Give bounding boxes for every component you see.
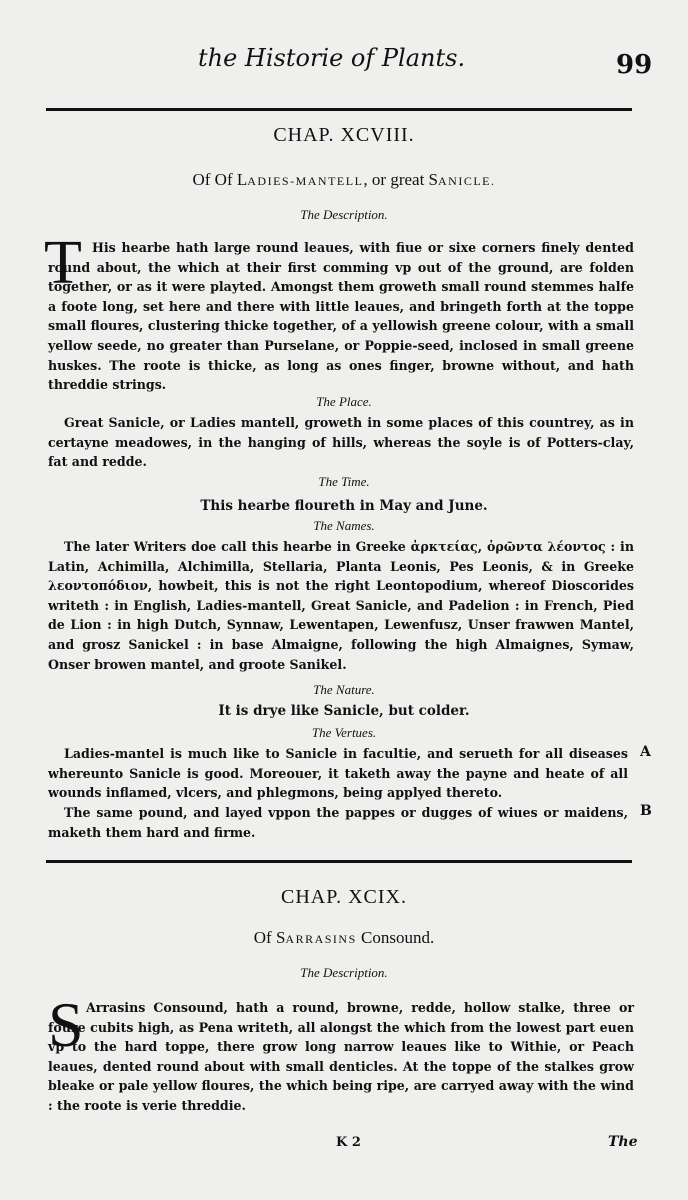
- section-heading-description: The Description.: [300, 207, 388, 222]
- vertues-paragraph-b: The same pound, and layed vppon the pappes or dugges of wiues or maidens, maketh them hard and firme.: [48, 805, 628, 840]
- section-heading-time: The Time.: [318, 474, 370, 489]
- vertues-paragraph-a: Ladies-mantel is much like to Sanicle in facultie, and serueth for all diseases whereunto Sanicle is good. Moreouer, it taketh away the payne and heate of all wounds inflamed, vlcers, and phlegmons, being applyed thereto.: [48, 746, 628, 801]
- section-heading-names: The Names.: [313, 518, 375, 533]
- chapter-heading: CHAP. XCVIII.: [273, 124, 415, 146]
- header-rule: [46, 108, 632, 111]
- section-heading-nature: The Nature.: [313, 682, 375, 697]
- time-text: This hearbe floureth in May and June.: [200, 498, 488, 514]
- description-paragraph: Arrasins Consound, hath a round, browne, redde, hollow stalke, three or foure cubits high, as Pena writeth, all alongst the which from the lowest part euen vp to the hard toppe, there grow long narrow leaues like to Withie, or Peach leaues, dented round about with small denticles. At the toppe of the stalkes grow bleake or pale yellow floures, the which being ripe, are carryed away with the wind : the roote is verie threddie.: [48, 1000, 634, 1113]
- nature-text: It is drye like Sanicle, but colder.: [218, 703, 470, 719]
- running-title: the Historie of Plants.: [198, 44, 466, 72]
- drop-cap: S: [48, 989, 84, 1060]
- section-heading-place: The Place.: [316, 394, 372, 409]
- chapter-divider-rule: [46, 860, 632, 863]
- chapter-title: Of Of LADIES-MANTELL, or great SANICLE.: [192, 170, 496, 189]
- section-heading-vertues: The Vertues.: [311, 725, 377, 740]
- chapter-heading: CHAP. XCIX.: [280, 886, 408, 908]
- signature-mark: K 2: [336, 1135, 361, 1150]
- chapter-title: Of SARRASINS Consound.: [253, 928, 435, 947]
- margin-letter-a: A: [640, 744, 651, 760]
- drop-cap: T: [44, 229, 82, 297]
- section-heading-description: The Description.: [300, 965, 388, 980]
- page-number: 99: [616, 50, 653, 80]
- place-paragraph: Great Sanicle, or Ladies mantell, groweth in some places of this countrey, as in certayne meadowes, in the hanging of hills, whereas the soyle is of Potters-clay, fat and redde.: [48, 415, 634, 470]
- catchword: The: [608, 1134, 638, 1150]
- margin-letter-b: B: [640, 803, 652, 819]
- description-paragraph: His hearbe hath large round leaues, with fiue or sixe corners finely dented round about, the which at their first comming vp out of the ground, are folden together, or as it were playted. Amongst them groweth small round stemmes halfe a foote long, set here and there with little leaues, and bringeth forth at the toppe small floures, clustering thicke together, of a yellowish greene colour, with a small yellow seede, no greater than Purselane, or Poppie-seed, inclosed in small greene huskes. The roote is thicke, as long as ones finger, browne without, and hath threddie strings.: [48, 240, 634, 393]
- names-paragraph: The later Writers doe call this hearbe in Greeke ἀρκτείας, ὁρῶντα λέοντος : in Latin, Achimilla, Alchimilla, Stellaria, Planta Leonis, Pes Leonis, & in Greeke λεοντοπόδιον, howbeit, this is not the right Leontopodium, whereof Dioscorides writeth : in English, Ladies-mantell, Great Sanicle, and Padelion : in French, Pied de Lion : in high Dutch, Synnaw, Lewentapen, Lewenfusz, Unser frawwen Mantel, and grosz Sanickel : in base Almaigne, following the high Almaignes, Symaw, Onser browen mantel, and groote Sanikel.: [48, 539, 634, 672]
